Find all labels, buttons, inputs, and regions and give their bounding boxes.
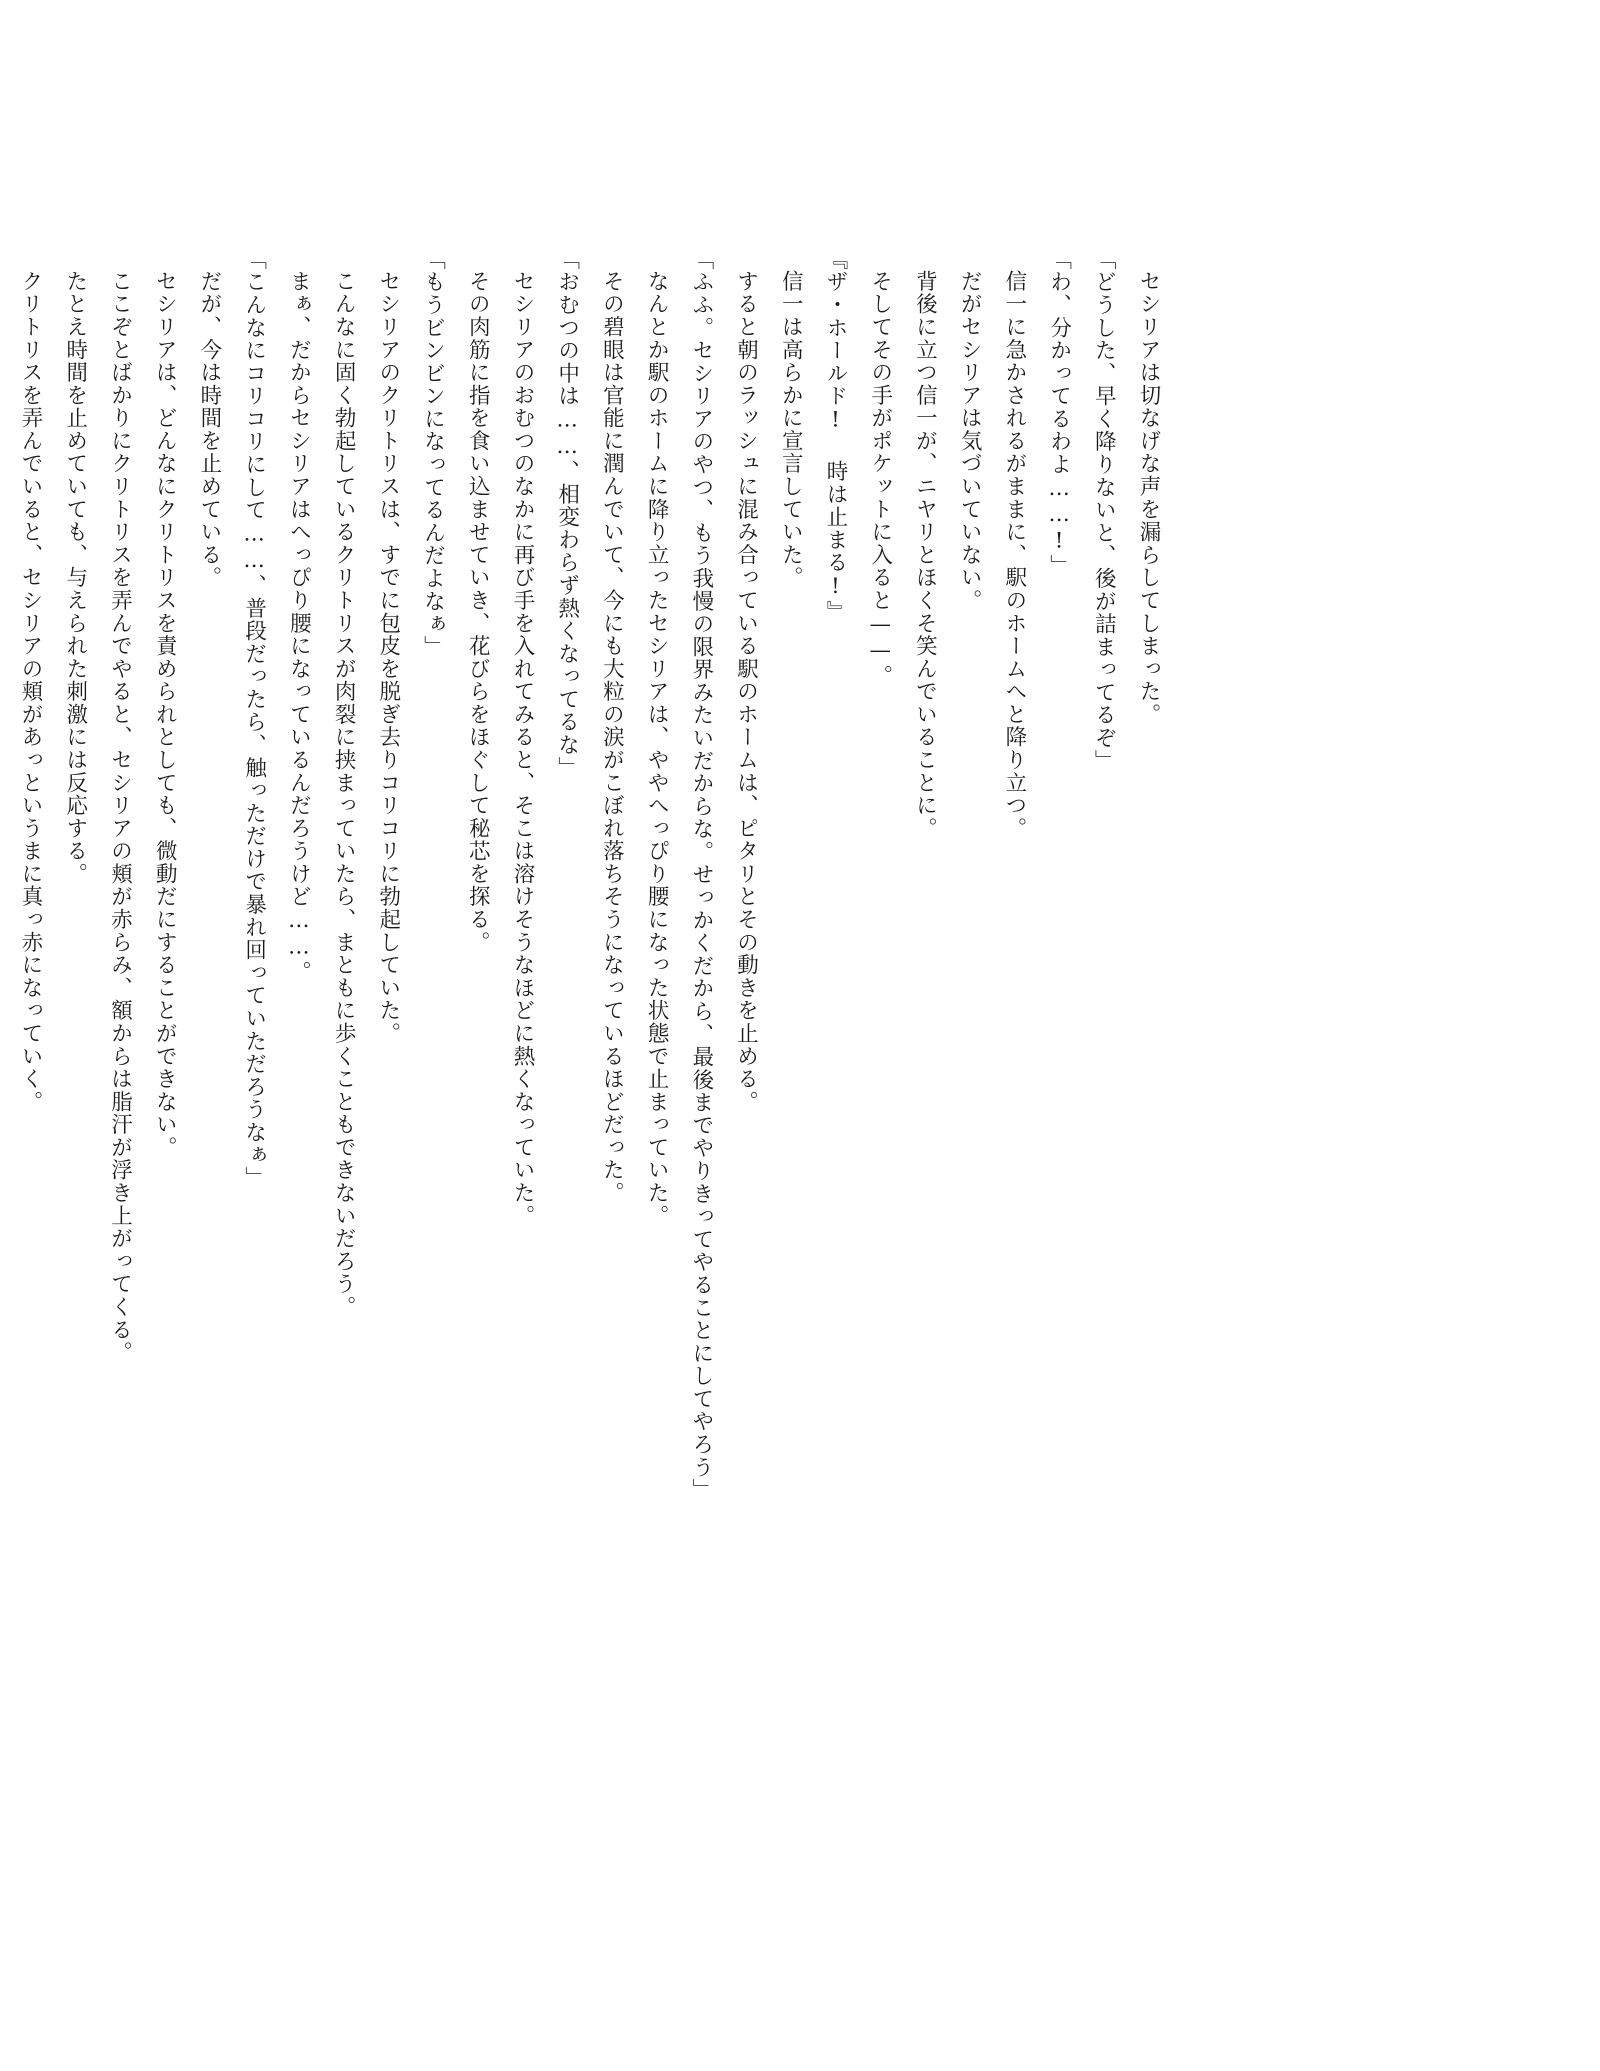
paragraph: 「もうビンビンになってるんだよなぁ」	[420, 248, 446, 659]
paragraph: その碧眼は官能に潤んでいて、今にも大粒の涙がこぼれ落ちそうになっているほどだった。	[599, 269, 625, 1204]
paragraph: 「わ、分かってるわよ……!」	[1046, 248, 1072, 578]
paragraph: その肉筋に指を食い込ませていき、花びらをほぐして秘芯を探る。	[465, 269, 491, 954]
paragraph: 信一は高らかに宣言していた。	[778, 269, 804, 589]
paragraph: そしてその手がポケットに入ると——。	[867, 269, 893, 687]
paragraph: 「どうした、早く降りないと、後が詰まってるぞ」	[1091, 248, 1117, 773]
paragraph: だが、今は時間を止めている。	[196, 269, 222, 589]
paragraph: 信一に急かされるがままに、駅のホームへと降り立つ。	[1001, 269, 1027, 840]
paragraph: 「ふふ。セシリアのやつ、もう我慢の限界みたいだからな。せっかくだから、最後までやりきってやることにしてやろう」	[688, 248, 714, 1502]
paragraph: すると朝のラッシュに混み合っている駅のホームは、ピタリとその動きを止める。	[733, 269, 759, 1113]
paragraph: セシリアのクリトリスは、すでに包皮を脱ぎ去りコリコリに勃起していた。	[375, 269, 401, 1045]
paragraph: セシリアのおむつのなかに再び手を入れてみると、そこは溶けそうなほどに熱くなっていた。	[509, 269, 535, 1227]
paragraph: セシリアは切なげな声を漏らしてしまった。	[1136, 269, 1161, 726]
paragraph: 『ザ・ホールド! 時は止まる!』	[822, 248, 848, 624]
paragraph: 背後に立つ信一が、ニヤリとほくそ笑んでいることに。	[912, 269, 938, 840]
paragraph: なんとか駅のホームに降り立ったセシリアは、ややへっぴり腰になった状態で止まっていた。	[644, 269, 670, 1227]
paragraph: まぁ、だからセシリアはへっぴり腰になっているんだろうけど……。	[286, 269, 312, 983]
paragraph: ここぞとばかりにクリトリスを弄んでやると、セシリアの頬が赤らみ、額からは脂汗が浮き上がってくる。	[107, 269, 133, 1364]
paragraph: たとえ時間を止めていても、与えられた刺激には反応する。	[62, 269, 88, 885]
paragraph: 「おむつの中は……、相変わらず熱くなってるな」	[554, 248, 580, 780]
paragraph: こんなに固く勃起しているクリトリスが肉裂に挟まっていたら、まともに歩くこともできないだろう。	[331, 269, 357, 1318]
paragraph: クリトリスを弄んでいると、セシリアの頬があっというまに真っ赤になっていく。	[18, 269, 44, 1113]
paragraph: だがセシリアは気づいていない。	[957, 269, 983, 612]
paragraph: セシリアは、どんなにクリトリスを責められとしても、微動だにすることができない。	[152, 269, 178, 1159]
paragraph: 「こんなにコリコリにして……、普段だったら、触っただけで暴れ回っていただろうなぁ」	[241, 248, 267, 1190]
novel-body-text	[7, 248, 1170, 1818]
